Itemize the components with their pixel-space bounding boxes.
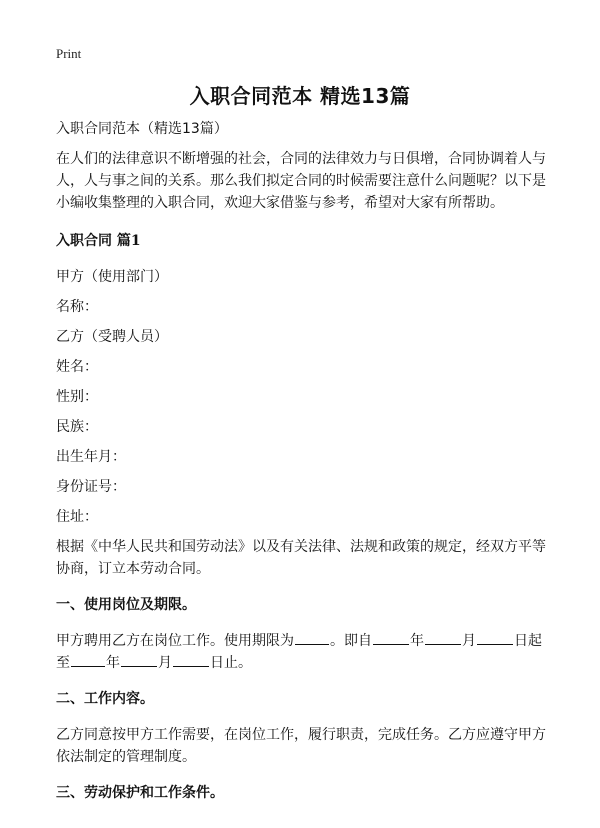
clause1-part: 甲方聘用乙方在岗位工作。使用期限为 [56, 633, 294, 649]
field-birth-date: 出生年月： [56, 449, 126, 465]
clause1-heading: 一、使用岗位及期限。 [56, 597, 196, 613]
clause3-heading: 三、劳动保护和工作条件。 [56, 785, 224, 801]
blank-line [425, 630, 461, 645]
document-title: 入职合同范本 精选13篇 [189, 84, 411, 108]
clause1-part: 年 [106, 655, 120, 671]
document-subtitle: 入职合同范本（精选13篇） [56, 121, 228, 137]
field-ethnicity: 民族： [56, 419, 98, 435]
clause2-heading: 二、工作内容。 [56, 691, 154, 707]
field-id-number: 身份证号： [56, 479, 126, 495]
print-link[interactable]: Print [56, 46, 82, 61]
field-person-name: 姓名： [56, 359, 98, 375]
field-gender: 性别： [56, 389, 98, 405]
field-party-b: 乙方（受聘人员） [56, 329, 168, 345]
blank-line [373, 630, 409, 645]
clause1-part: 日止。 [210, 655, 252, 671]
clause1-part: 月 [462, 633, 476, 649]
clause1-part: 年 [410, 633, 424, 649]
blank-line [121, 652, 157, 667]
section-heading: 入职合同 篇1 [56, 233, 141, 249]
field-party-a: 甲方（使用部门） [56, 269, 168, 285]
clause1-part: 。即自 [330, 633, 372, 649]
blank-line [477, 630, 513, 645]
clause1-part: 月 [158, 655, 172, 671]
clause2-text: 乙方同意按甲方工作需要，在岗位工作，履行职责，完成任务。乙方应遵守甲方依法制定的管理制度。 [56, 727, 546, 765]
document-body [56, 118, 551, 818]
blank-line [295, 630, 329, 645]
field-name-org: 名称： [56, 299, 98, 315]
clause1-part: 日起至 [56, 633, 542, 671]
blank-line [71, 652, 105, 667]
intro-paragraph: 在人们的法律意识不断增强的社会，合同的法律效力与日俱增，合同协调着人与人，人与事之间的关系。那么我们拟定合同的时候需要注意什么问题呢？以下是小编收集整理的入职合同，欢迎大家借鉴与参考，希望对大家有所帮助。 [56, 151, 546, 211]
clause1-text [56, 630, 551, 674]
blank-line [173, 652, 209, 667]
basis-paragraph: 根据《中华人民共和国劳动法》以及有关法律、法规和政策的规定，经双方平等协商，订立本劳动合同。 [56, 539, 546, 577]
field-address: 住址： [56, 509, 98, 525]
